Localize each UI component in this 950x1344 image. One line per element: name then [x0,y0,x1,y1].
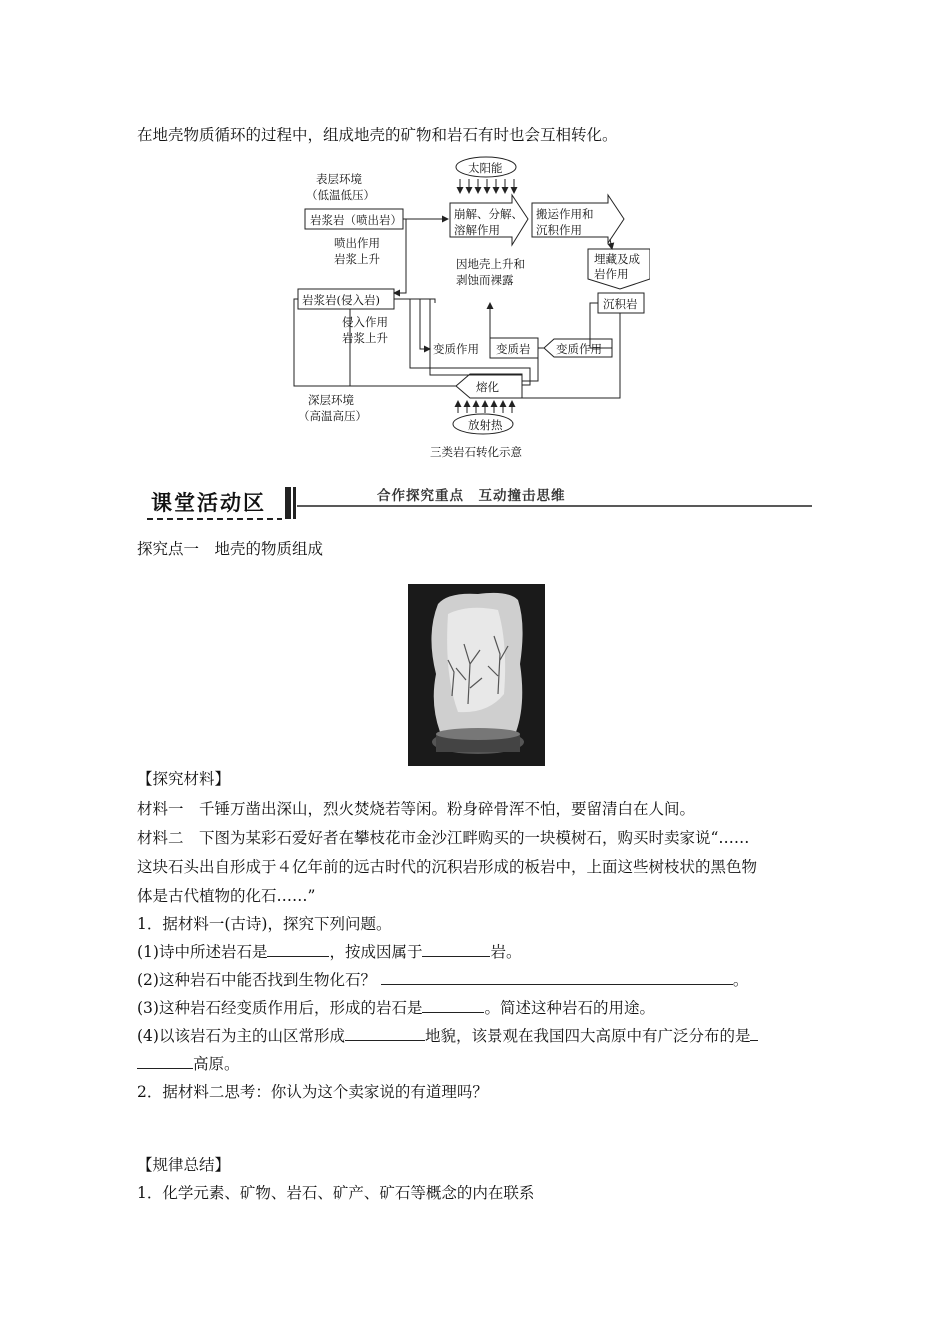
material-two-line-1: 材料二 下图为某彩石爱好者在攀枝花市金沙江畔购买的一块模树石，购买时卖家说“…… [137,829,750,847]
burial-label-1: 埋藏及成 [594,252,640,266]
uplift-label-2: 剥蚀而裸露 [456,273,514,287]
summary-item-1: 1．化学元素、矿物、岩石、矿产、矿石等概念的内在联系 [137,1184,535,1202]
eruption-label-1: 喷出作用 [334,236,380,250]
section-banner [137,484,812,524]
q1-3-text-b: 。简述这种岩石的用途。 [484,999,655,1017]
question-1-2 [137,968,748,990]
material-one: 材料一 千锤万凿出深山，烈火焚烧若等闲。粉身碎骨浑不怕，要留清白在人间。 [137,800,696,818]
intro-text: 在地壳物质循环的过程中，组成地壳的矿物和岩石有时也会互相转化。 [137,126,618,144]
question-1-1 [137,940,522,962]
dendrite-stone-photo [408,584,545,766]
question-2: 2．据材料二思考：你认为这个卖家说的有道理吗？ [137,1083,488,1101]
metamorphism-left-label: 变质作用 [433,342,479,356]
q1-4-text-a: (4)以该岩石为主的山区常形成 [137,1027,345,1045]
q1-4-text-c: 高原。 [193,1055,240,1073]
metamorphism-right-label: 变质作用 [556,342,602,356]
eruption-label-2: 岩浆上升 [334,252,380,266]
answer-blank-metamorphic-rock[interactable] [422,998,484,1013]
question-1-4 [137,1024,758,1046]
section-title: 探究点一 地壳的物质组成 [137,540,324,558]
material-two-line-2: 这块石头出自形成于４亿年前的远古时代的沉积岩形成的板岩中，上面这些树枝状的黑色物 [137,858,758,876]
rock-cycle-diagram [290,153,650,463]
metamorphic-rock-label: 变质岩 [496,342,531,356]
radiation-arrows [458,401,512,413]
answer-blank-fossils[interactable] [381,970,733,985]
deep-env-sub: （高温高压） [298,409,367,423]
q1-1-text-c: 岩。 [490,943,522,961]
q1-4-text-b: 地貌，该景观在我国四大高原中有广泛分布的是 [424,1027,751,1045]
surface-env-label: 表层环境 [316,172,362,186]
weathering-label-1: 崩解、分解、 [454,207,523,221]
diagram-caption: 三类岩石转化示意 [430,445,522,459]
q1-2-text-b: 。 [732,971,749,989]
summary-header: 【规律总结】 [137,1156,231,1174]
solar-arrows [460,179,514,193]
question-1: 1．据材料一(古诗)，探究下列问题。 [137,915,392,933]
question-1-4-cont [137,1052,240,1074]
radiation-label: 放射热 [468,418,503,432]
uplift-label-1: 因地壳上升和 [456,257,525,271]
answer-blank-rock-name[interactable] [267,942,329,957]
q1-1-text-b: ，按成因属于 [329,943,423,961]
burial-label-2: 岩作用 [594,267,629,281]
answer-blank-rock-type[interactable] [422,942,490,957]
deep-env-label: 深层环境 [308,393,354,407]
question-1-3 [137,996,655,1018]
q1-3-text-a: (3)这种岩石经变质作用后，形成的岩石是 [137,999,423,1017]
answer-blank-plateau[interactable] [137,1054,193,1069]
transport-label-1: 搬运作用和 [536,207,594,221]
transport-label-2: 沉积作用 [536,223,582,237]
sedimentary-label: 沉积岩 [603,297,638,311]
surface-env-sub: （低温低压） [306,188,375,202]
banner-subtitle: 合作探究重点 互动撞击思维 [377,488,566,504]
answer-blank-plateau-start[interactable] [750,1026,758,1041]
intrusion-label-1: 侵入作用 [342,315,388,329]
banner-title: 课堂活动区 [151,491,266,515]
materials-header: 【探究材料】 [137,770,231,788]
q1-2-text-a: (2)这种岩石中能否找到生物化石？ [137,971,381,989]
melting-label: 熔化 [476,380,499,394]
weathering-label-2: 溶解作用 [454,223,500,237]
extrusive-rock-label: 岩浆岩（喷出岩） [310,213,402,227]
material-two-line-3: 体是古代植物的化石……” [137,887,316,905]
q1-1-text-a: (1)诗中所述岩石是 [137,943,268,961]
answer-blank-landform[interactable] [345,1026,425,1041]
intrusion-label-2: 岩浆上升 [342,331,388,345]
intrusive-rock-label: 岩浆岩(侵入岩) [302,293,380,307]
solar-label: 太阳能 [468,161,503,175]
